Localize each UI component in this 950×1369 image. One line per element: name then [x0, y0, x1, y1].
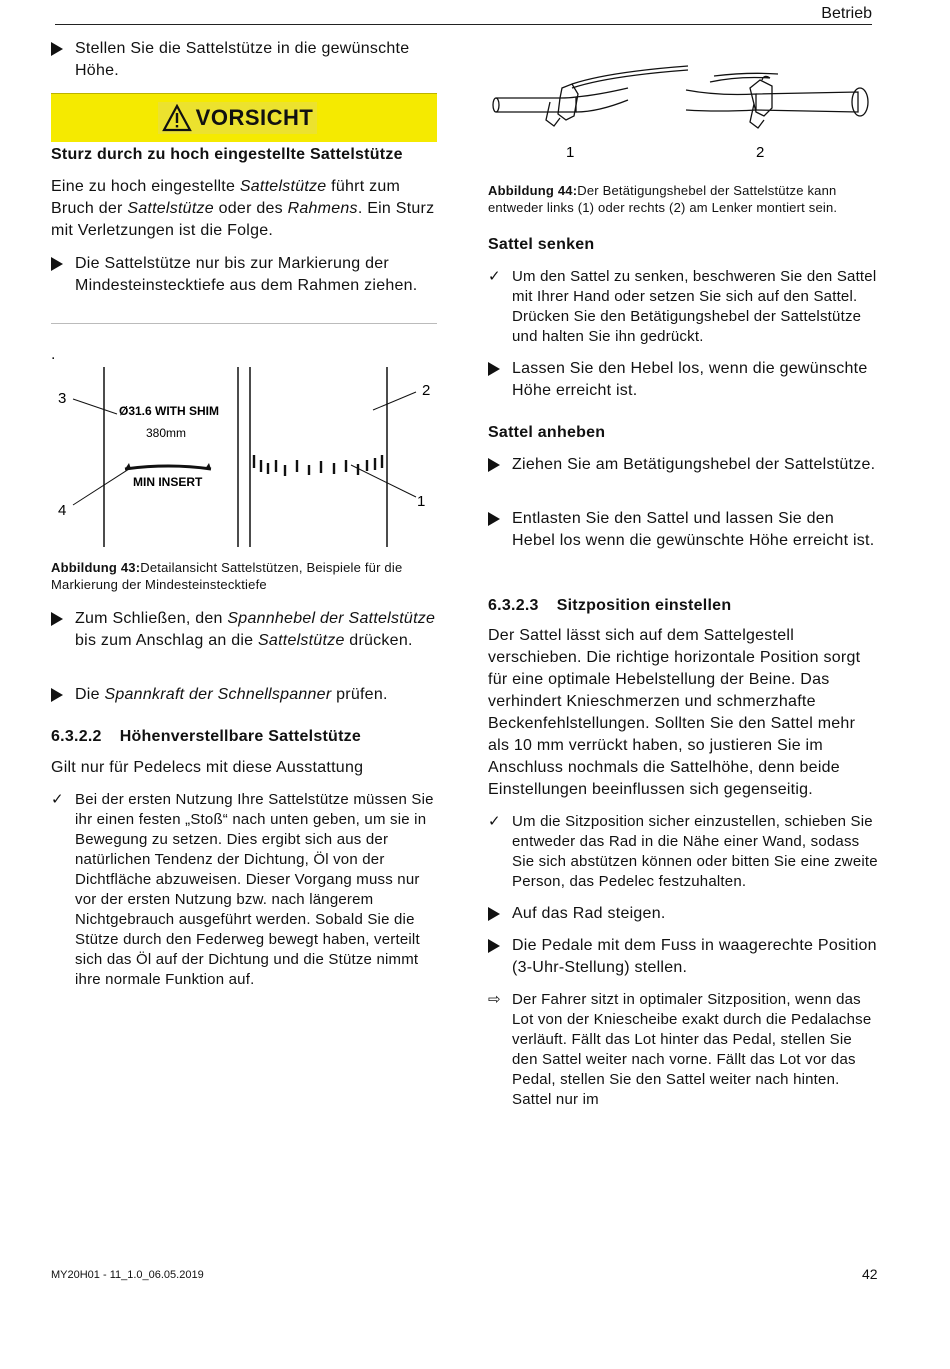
warning-label: VORSICHT	[195, 105, 314, 130]
checkmark-icon: ✓	[488, 268, 501, 285]
section-6-3-2-3-heading: 6.3.2.3 Sitzposition einstellen	[488, 597, 732, 614]
lower-saddle-heading: Sattel senken	[488, 236, 595, 253]
figure-43-illustration	[51, 362, 441, 552]
callout-2-line	[373, 392, 416, 410]
figure-44-caption: Abbildung 44:Der Betätigungshebel der Sattelstütze kann entweder links (1) oder rechts (2) am Lenker montiert sein.	[488, 183, 838, 215]
handlebar-left	[493, 66, 688, 126]
depth-scale-ticks	[254, 455, 382, 476]
step-check-clamp: Die Spannkraft der Schnellspanner prüfen.	[51, 684, 441, 706]
figure-44-illustration	[488, 60, 878, 168]
footer-doc-id: MY20H01 - 11_1.0_06.05.2019	[51, 1269, 204, 1281]
footer-page-number: 42	[862, 1266, 878, 1282]
figure-43-caption: Abbildung 43:Detailansicht Sattelstützen, Beispiele für die Markierung der Mindesteinstecktiefe	[51, 560, 403, 592]
result-arrow-icon: ⇨	[488, 991, 501, 1008]
step-pedal-position: Die Pedale mit dem Fuss in waagerechte Position (3-Uhr-Stellung) stellen.	[488, 935, 880, 979]
step-arrow-icon	[488, 454, 508, 479]
step-arrow-icon	[488, 358, 508, 383]
header-rule	[55, 24, 872, 25]
callout-4-line	[73, 469, 129, 505]
shim-text: Ø31.6 WITH SHIM	[119, 404, 220, 418]
fig44-label-1: 1	[566, 144, 575, 161]
step-arrow-icon	[488, 935, 508, 960]
checkmark-icon: ✓	[488, 813, 501, 830]
step-pull-lever: Ziehen Sie am Betätigungshebel der Sattelstütze.	[488, 454, 880, 476]
step-mount-bike: Auf das Rad steigen.	[488, 903, 880, 925]
step-close-lever: Zum Schließen, den Spannhebel der Sattelstütze bis zum Anschlag an die Sattelstütze drücken.	[51, 608, 441, 652]
step-arrow-icon	[488, 508, 508, 533]
warning-title: Sturz durch zu hoch eingestellte Sattelstütze	[51, 146, 403, 163]
warning-label-box	[158, 102, 317, 134]
handlebar-right	[686, 73, 868, 128]
callout-3-line	[73, 399, 117, 414]
stray-dot: .	[51, 346, 56, 363]
warning-end-rule	[51, 323, 437, 324]
check-lower-saddle: ✓ Um den Sattel zu senken, beschweren Sie den Sattel mit Ihrer Hand oder setzen Sie sich auf den Sattel. Drücken Sie den Betätigungshebel der Sattelstütze und halten Sie ihn gedrückt.	[488, 268, 877, 345]
fig44-label-2: 2	[756, 144, 765, 161]
check-first-use: ✓ Bei der ersten Nutzung Ihre Sattelstütze müssen Sie ihr einen festen „Stoß“ nach unten geben, um sie in Bewegung zu setzen. Dies ergibt sich aus der natürlichen Tendenz der Dichtung, Öl von der Dichtfläche abzuweisen. Dieser Vorgang muss nur vor der ersten Nutzung bzw. nach längerem Nichtgebrauch ausgeführt werden. Sobald Sie die Stütze durch den Federweg bewegt haben, verteilt sich das Öl auf der Dichtung und die Stütze nimmt ihre normale Funktion auf.	[51, 791, 434, 988]
warning-text: Eine zu hoch eingestellte Sattelstütze führt zum Bruch der Sattelstütze oder des Rahmens. Ein Sturz mit Verletzungen ist die Folge.	[51, 178, 435, 239]
warning-triangle-icon	[162, 104, 192, 132]
raise-saddle-heading: Sattel anheben	[488, 424, 606, 441]
result-seat-position: ⇨ Der Fahrer sitzt in optimaler Sitzposition, wenn das Lot von der Kniescheibe exakt durch die Pedalachse verläuft. Fällt das Lot hinter das Pedal, stellen Sie den Sattel weiter nach vorne. Fällt das Lot vor das Pedal, stellen Sie den Sattel weiter nach hinten. Sattel nur im	[488, 991, 872, 1108]
seat-position-intro: Der Sattel lässt sich auf dem Sattelgestell verschieben. Die richtige horizontale Position sorgt für eine optimale Hebelstellung der Beine. Das verhindert Knieschmerzen und schmerzhafte Beckenfehlstellungen. Sollten Sie den Sattel mehr als 10 mm verrückt haben, so justieren Sie im Anschluss nochmals die Sattelhöhe, denn beide Einstellungen beeinflussen sich gegenseitig.	[488, 627, 861, 798]
step-unload-saddle: Entlasten Sie den Sattel und lassen Sie den Hebel los wenn die gewünschte Höhe erreicht ist.	[488, 508, 880, 552]
step-arrow-icon	[51, 38, 71, 63]
header-section-title: Betrieb	[821, 5, 872, 22]
min-insert-mark	[125, 466, 211, 469]
callout-3-label: 3	[58, 390, 67, 407]
step-arrow-icon	[51, 608, 71, 633]
callout-1-label: 1	[417, 493, 426, 510]
checkmark-icon: ✓	[51, 791, 64, 808]
check-secure-position: ✓ Um die Sitzposition sicher einzustellen, schieben Sie entweder das Rad in die Nähe einer Wand, sodass Sie sich abstützen können oder bitten Sie eine zweite Person, das Pedelec festzuhalten.	[488, 813, 878, 890]
step-arrow-icon	[51, 253, 71, 278]
min-insert-text: MIN INSERT	[133, 475, 203, 489]
section-6-3-2-2-heading: 6.3.2.2 Höhenverstellbare Sattelstütze	[51, 728, 362, 745]
step-release-lever: Lassen Sie den Hebel los, wenn die gewünschte Höhe erreicht ist.	[488, 358, 880, 402]
step-arrow-icon	[51, 684, 71, 709]
callout-1-line	[351, 465, 416, 497]
applies-note: Gilt nur für Pedelecs mit diese Ausstattung	[51, 759, 364, 776]
length-text: 380mm	[146, 426, 187, 440]
step-set-height: Stellen Sie die Sattelstütze in die gewünschte Höhe.	[51, 38, 441, 82]
callout-4-label: 4	[58, 502, 67, 519]
step-arrow-icon	[488, 903, 508, 928]
callout-2-label: 2	[422, 382, 431, 399]
warning-step: Die Sattelstütze nur bis zur Markierung der Mindesteinstecktiefe aus dem Rahmen ziehen.	[51, 253, 441, 297]
